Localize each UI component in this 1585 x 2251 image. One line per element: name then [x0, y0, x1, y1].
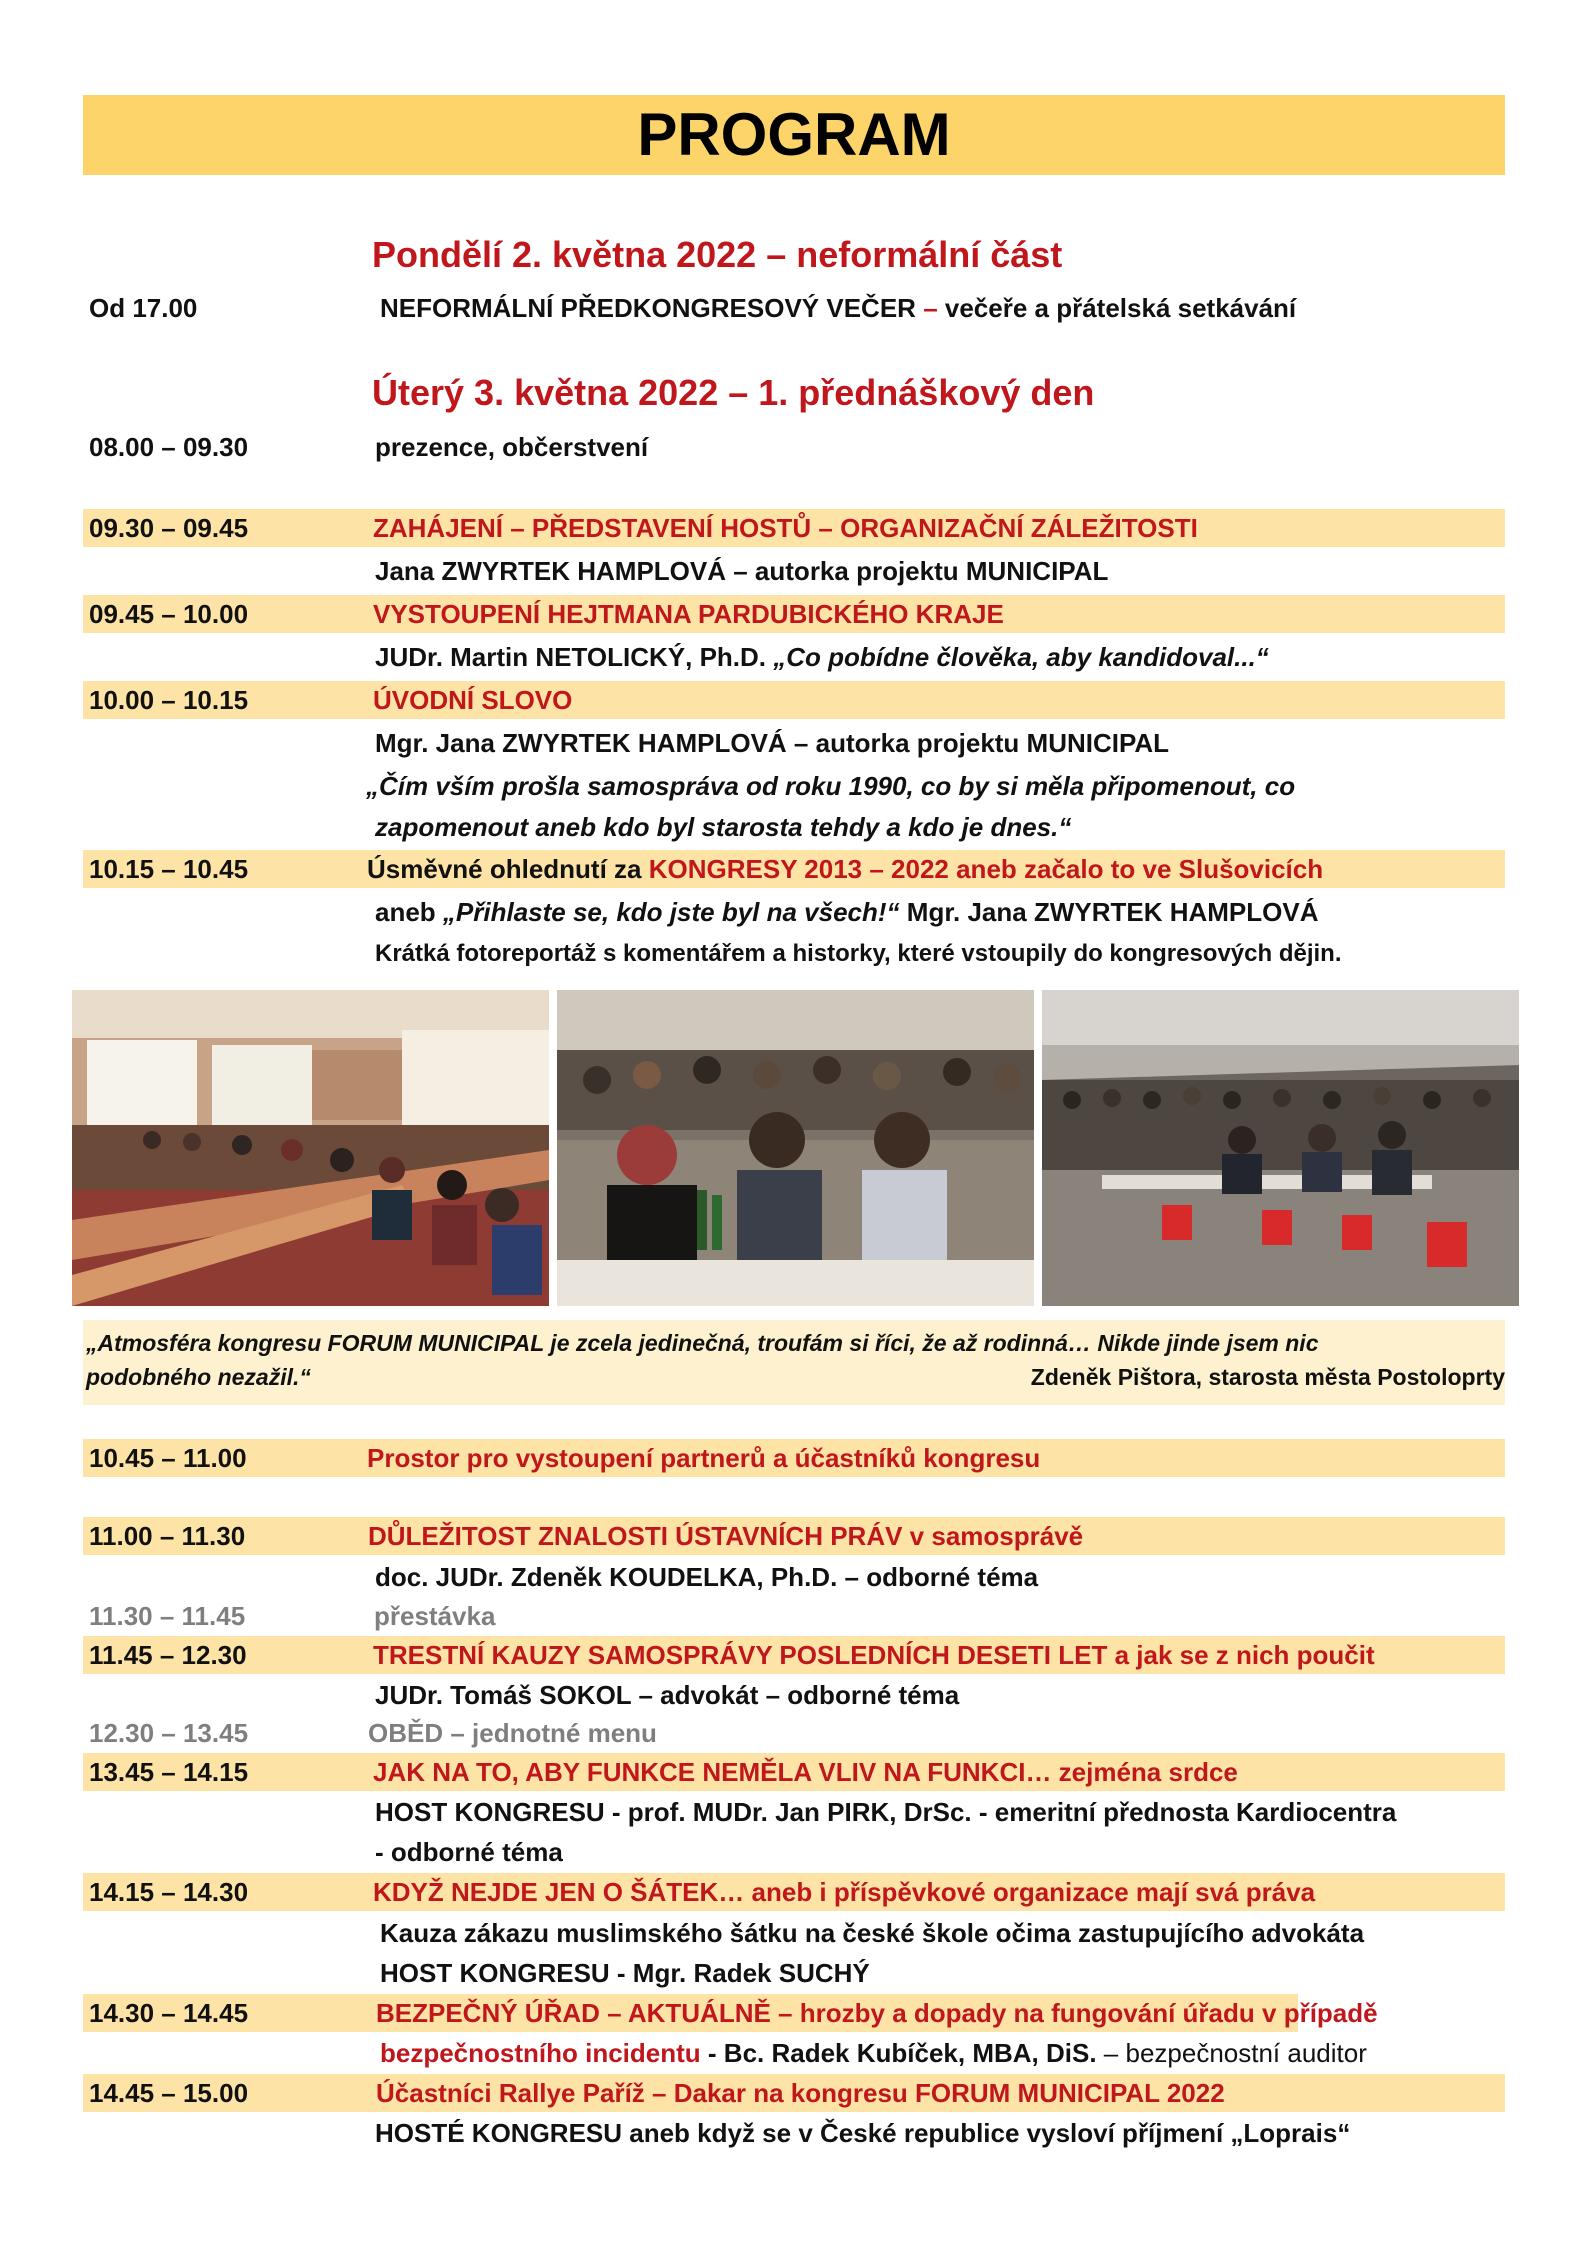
s5-time: 10.45 – 11.00 [89, 1443, 247, 1473]
s4-title-red: KONGRESY 2013 – 2022 aneb začalo to ve Slušovicích [648, 854, 1324, 884]
s10-sub1: HOST KONGRESU - prof. MUDr. Jan PIRK, DrSc. - emeritní přednosta Kardiocentra [375, 1797, 1397, 1827]
s4-line1-a: aneb [375, 897, 436, 927]
schedule-row [83, 2074, 1505, 2112]
s6-title: DŮLEŽITOST ZNALOSTI ÚSTAVNÍCH PRÁV v samosprávě [368, 1521, 1084, 1551]
schedule-row [83, 1753, 1505, 1791]
s9-title: OBĚD – jednotné menu [368, 1718, 657, 1748]
day1-heading: Pondělí 2. května 2022 – neformální část [372, 234, 1063, 275]
day1-item-title: NEFORMÁLNÍ PŘEDKONGRESOVÝ VEČER [380, 293, 916, 323]
schedule-row [83, 681, 1505, 719]
s2-quote: „Co pobídne člověka, aby kandidoval...“ [773, 642, 1269, 672]
schedule-row [83, 509, 1505, 547]
testimonial-author: Zdeněk Pištora, starosta města Postoloprty [1030, 1364, 1505, 1390]
s10-title: JAK NA TO, ABY FUNKCE NEMĚLA VLIV NA FUNKCI… zejména srdce [373, 1757, 1238, 1787]
day1-item [380, 289, 1296, 327]
schedule-row [83, 1597, 1505, 1635]
s6-time: 11.00 – 11.30 [89, 1521, 246, 1551]
s0-time: 08.00 – 09.30 [89, 432, 249, 462]
conference-photo-3 [1042, 990, 1519, 1306]
s2-sub [375, 638, 1269, 676]
page-title: PROGRAM [637, 101, 951, 168]
s11-title: KDYŽ NEJDE JEN O ŠÁTEK… aneb i příspěvkové organizace mají svá práva [373, 1877, 1316, 1907]
day1-item-dash: – [923, 293, 938, 323]
s12-time: 14.30 – 14.45 [89, 1998, 249, 2028]
s4-line2: Krátká fotoreportáž s komentářem a historky, které vstoupily do kongresových dějin. [375, 940, 1342, 967]
schedule-row [83, 850, 1505, 888]
s4-line1-b: Mgr. Jana ZWYRTEK HAMPLOVÁ [906, 897, 1319, 927]
schedule-row [83, 1439, 1505, 1477]
s5-title: Prostor pro vystoupení partnerů a účastníků kongresu [367, 1443, 1041, 1473]
s6-sub: doc. JUDr. Zdeněk KOUDELKA, Ph.D. – odborné téma [375, 1562, 1039, 1592]
s4-line1-quote: „Přihlaste se, kdo jste byl na všech!“ [442, 897, 900, 927]
s12-line2 [380, 2034, 1367, 2072]
testimonial-line1: „Atmosféra kongresu FORUM MUNICIPAL je zcela jedinečná, troufám si říci, že až rodinná… Nikde jinde jsem nic [86, 1330, 1319, 1356]
s3-time: 10.00 – 10.15 [89, 685, 249, 715]
schedule-row [83, 1873, 1505, 1911]
s12-line2-role: – bezpečnostní auditor [1103, 2038, 1367, 2068]
s11-time: 14.15 – 14.30 [89, 1877, 249, 1907]
s8-title: TRESTNÍ KAUZY SAMOSPRÁVY POSLEDNÍCH DESETI LET a jak se z nich poučit [373, 1640, 1375, 1670]
s10-time: 13.45 – 14.15 [89, 1757, 249, 1787]
s2-time: 09.45 – 10.00 [89, 599, 249, 629]
s12-title-cont: v případě [1262, 1998, 1378, 2028]
s3-sub: Mgr. Jana ZWYRTEK HAMPLOVÁ – autorka projektu MUNICIPAL [375, 728, 1170, 758]
s11-sub2: HOST KONGRESU - Mgr. Radek SUCHÝ [380, 1958, 870, 1988]
s9-time: 12.30 – 13.45 [89, 1718, 249, 1748]
s7-time: 11.30 – 11.45 [89, 1601, 246, 1631]
s8-time: 11.45 – 12.30 [89, 1640, 247, 1670]
schedule-row [83, 595, 1505, 633]
s1-time: 09.30 – 09.45 [89, 513, 249, 543]
s4-line1 [375, 893, 1318, 931]
s11-sub1: Kauza zákazu muslimského šátku na české škole očima zastupujícího advokáta [380, 1918, 1365, 1948]
s1-title: ZAHÁJENÍ – PŘEDSTAVENÍ HOSTŮ – ORGANIZAČNÍ ZÁLEŽITOSTI [373, 513, 1198, 543]
s4-time: 10.15 – 10.45 [89, 854, 249, 884]
s10-sub2: - odborné téma [375, 1837, 563, 1867]
s12-title-main: BEZPEČNÝ ÚŘAD – AKTUÁLNĚ – hrozby a dopady na fungování úřadu [376, 1998, 1255, 2028]
s7-title: přestávka [374, 1601, 496, 1631]
schedule-row [83, 1714, 1505, 1752]
schedule-row [83, 1517, 1505, 1555]
s12-line2-red: bezpečnostního incidentu [380, 2038, 701, 2068]
s13-sub: HOSTÉ KONGRESU aneb když se v České republice vysloví příjmení „Loprais“ [375, 2118, 1351, 2148]
s13-time: 14.45 – 15.00 [89, 2078, 249, 2108]
day1-time: Od 17.00 [89, 293, 198, 323]
s4-title-black: Úsměvné ohlednutí za [367, 854, 642, 884]
s13-title: Účastníci Rallye Paříž – Dakar na kongresu FORUM MUNICIPAL 2022 [376, 2078, 1225, 2108]
s3-title: ÚVODNÍ SLOVO [373, 685, 573, 715]
day1-item-rest: večeře a přátelská setkávání [944, 293, 1297, 323]
s2-title: VYSTOUPENÍ HEJTMANA PARDUBICKÉHO KRAJE [373, 599, 1004, 629]
s3-quote-line1: „Čím vším prošla samospráva od roku 1990, co by si měla připomenout, co [366, 771, 1296, 801]
testimonial-line2: podobného nezažil.“ [86, 1364, 311, 1390]
schedule-row [83, 1636, 1505, 1674]
s4-title [367, 850, 1323, 888]
s1-sub: Jana ZWYRTEK HAMPLOVÁ – autorka projektu MUNICIPAL [375, 556, 1109, 586]
s2-speaker: JUDr. Martin NETOLICKÝ, Ph.D. [375, 642, 767, 672]
s8-sub: JUDr. Tomáš SOKOL – advokát – odborné téma [375, 1680, 960, 1710]
conference-photo-2 [557, 990, 1034, 1306]
conference-photo-1 [72, 990, 549, 1306]
s3-quote-line2: zapomenout aneb kdo byl starosta tehdy a kdo je dnes.“ [375, 812, 1072, 842]
schedule-row [83, 1994, 1505, 2032]
s12-title [376, 1994, 1378, 2032]
s12-line2-speaker: - Bc. Radek Kubíček, MBA, DiS. [707, 2038, 1097, 2068]
s0-text: prezence, občerstvení [375, 432, 649, 462]
day2-heading: Úterý 3. května 2022 – 1. přednáškový den [372, 372, 1095, 413]
